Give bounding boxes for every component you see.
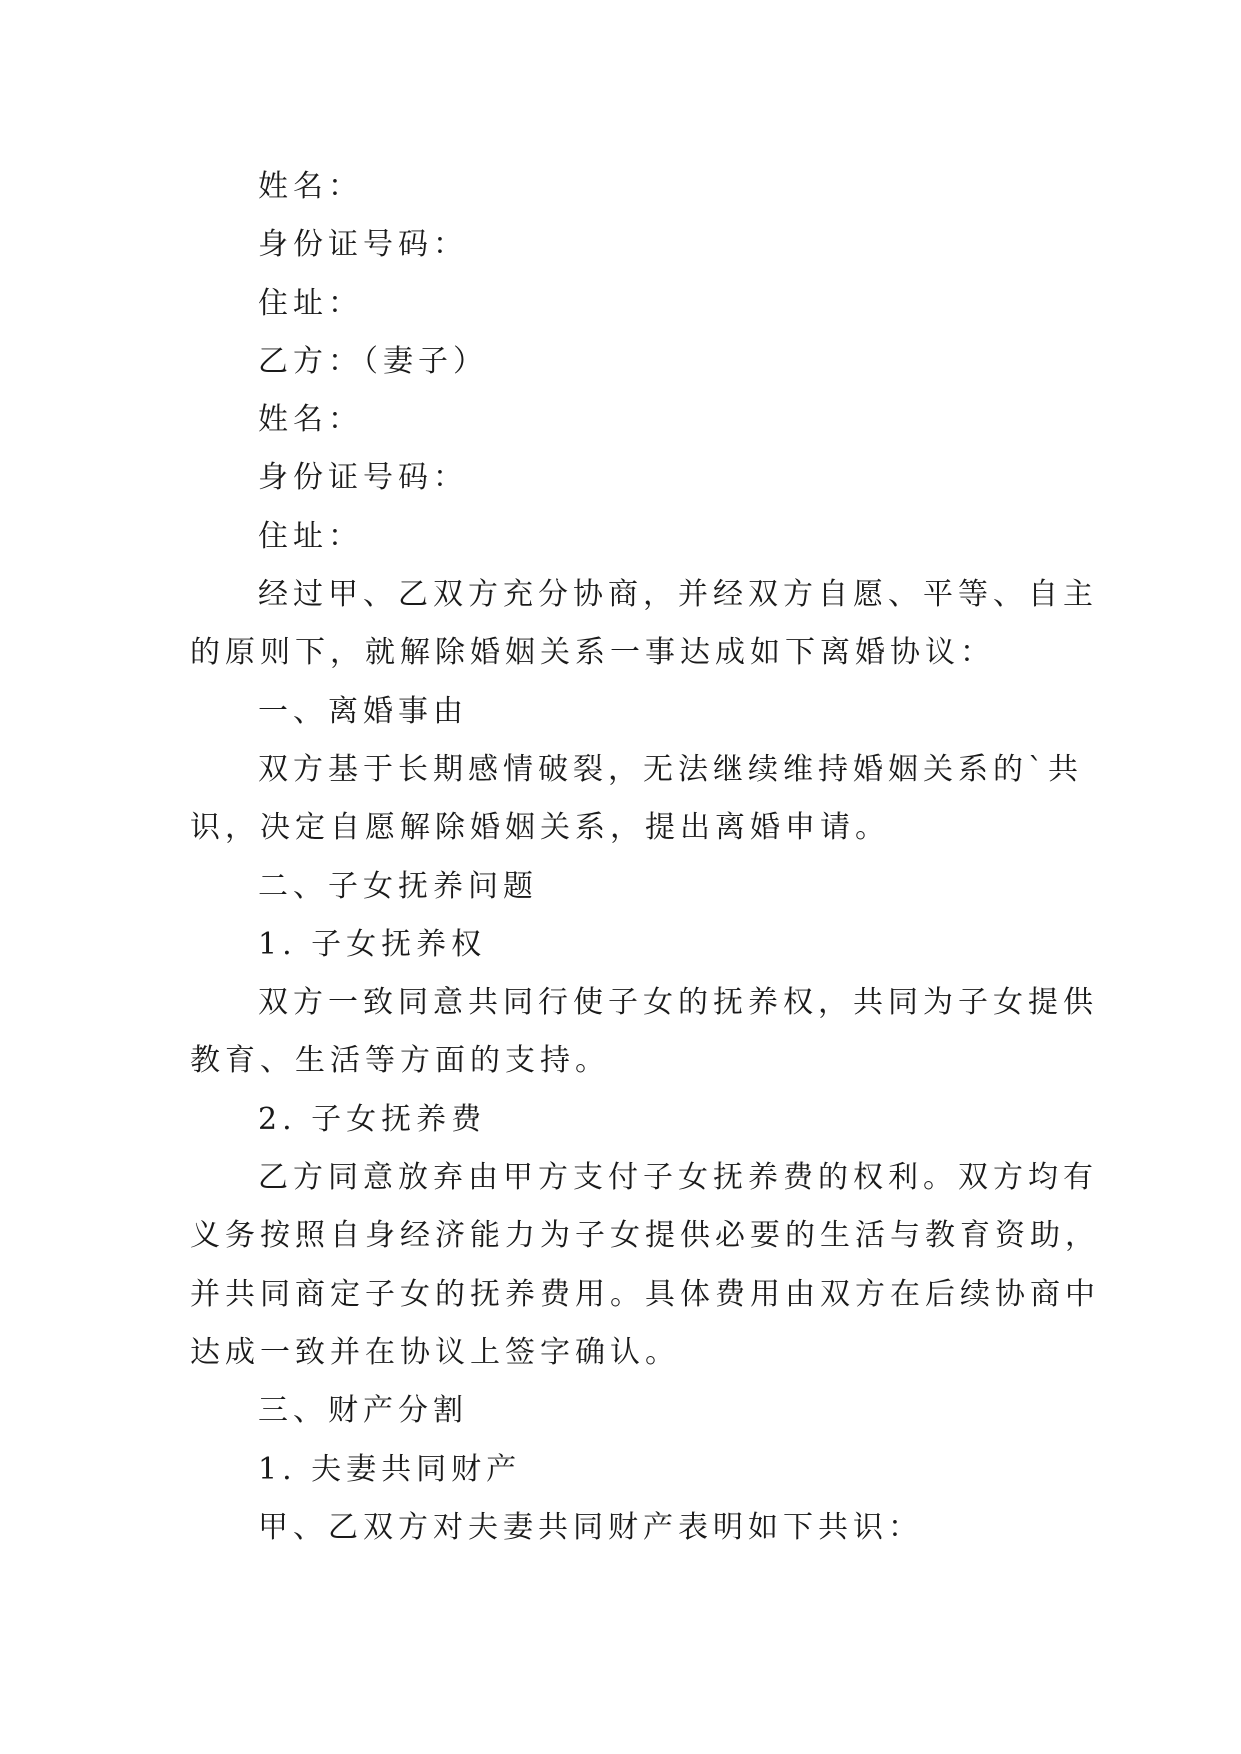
subsection-heading-child-support: 2. 子女抚养费 (258, 1101, 487, 1137)
party-b-heading: 乙方：（妻子） (258, 343, 488, 379)
section-heading-property-division: 三、财产分割 (258, 1393, 468, 1429)
wife-address-label: 住址： (258, 518, 363, 554)
section-heading-child-custody: 二、子女抚养问题 (258, 868, 538, 904)
preamble-paragraph-line: 经过甲、乙双方充分协商，并经双方自愿、平等、自主 (258, 577, 1098, 613)
subsection-heading-joint-property: 1. 夫妻共同财产 (258, 1451, 522, 1487)
child-support-paragraph-line: 达成一致并在协议上签字确认。 (190, 1334, 680, 1370)
custody-right-paragraph-line: 双方一致同意共同行使子女的抚养权，共同为子女提供 (258, 985, 1098, 1021)
document-body (190, 158, 1100, 1557)
subsection-heading-custody-right: 1. 子女抚养权 (258, 926, 487, 962)
child-support-paragraph-line: 并共同商定子女的抚养费用。具体费用由双方在后续协商中 (190, 1276, 1100, 1312)
child-support-paragraph-line: 乙方同意放弃由甲方支付子女抚养费的权利。双方均有 (258, 1160, 1098, 1196)
husband-id-number-label: 身份证号码： (258, 227, 468, 263)
custody-right-paragraph-line: 教育、生活等方面的支持。 (190, 1043, 610, 1079)
child-support-paragraph-line: 义务按照自身经济能力为子女提供必要的生活与教育资助， (190, 1218, 1100, 1254)
divorce-reason-paragraph-line: 识，决定自愿解除婚姻关系，提出离婚申请。 (190, 810, 890, 846)
wife-id-number-label: 身份证号码： (258, 460, 468, 496)
section-heading-divorce-reason: 一、离婚事由 (258, 693, 468, 729)
preamble-paragraph-line: 的原则下，就解除婚姻关系一事达成如下离婚协议： (190, 635, 995, 671)
wife-name-label: 姓名： (258, 402, 363, 438)
husband-name-label: 姓名： (258, 169, 363, 204)
divorce-reason-paragraph-line: 双方基于长期感情破裂，无法继续维持婚姻关系的`共 (258, 751, 1083, 787)
joint-property-paragraph-line: 甲、乙双方对夫妻共同财产表明如下共识： (258, 1509, 923, 1545)
husband-address-label: 住址： (258, 285, 363, 321)
